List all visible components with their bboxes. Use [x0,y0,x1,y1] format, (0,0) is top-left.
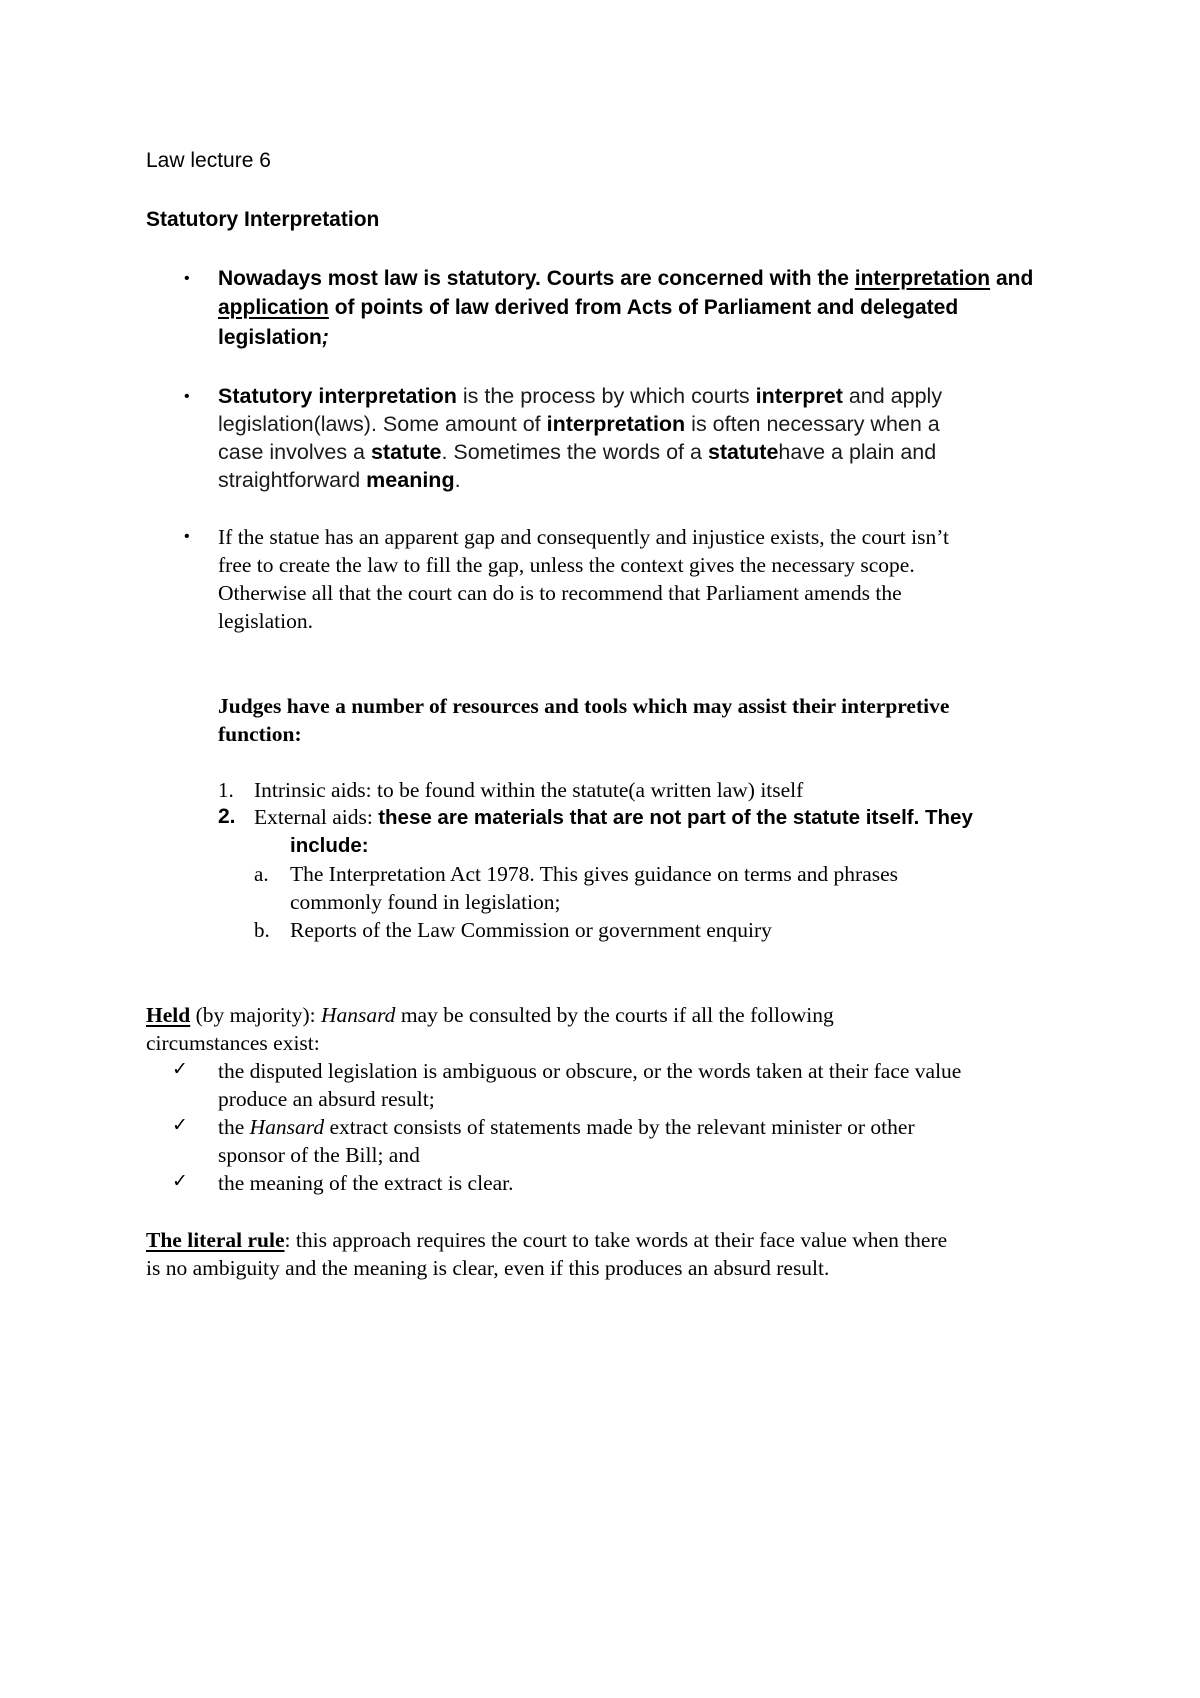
bullet-marker: • [184,270,190,287]
underlined-term: application [218,296,329,319]
list-item: the meaning of the extract is clear. [218,1171,514,1195]
list-item: External aids: these are materials that are not part of the statute itself. They [254,805,973,829]
document-title: Law lecture 6 [146,149,271,172]
checkmark-icon: ✓ [172,1170,188,1192]
sub-list-item: The Interpretation Act 1978. This gives guidance on terms and phrases [290,862,899,886]
list-item: Intrinsic aids: to be found within the statute(a written law) itself [254,778,804,802]
section-heading: Statutory Interpretation [146,208,380,231]
bullet-marker: • [184,388,190,405]
list-item: the disputed legislation is ambiguous or obscure, or the words taken at their face value [218,1059,962,1083]
underlined-term: interpretation [854,267,991,290]
held-label: Held [146,1003,191,1027]
checkmark-icon: ✓ [172,1114,188,1136]
literal-rule-label: The literal rule [146,1228,285,1252]
checkmark-icon: ✓ [172,1058,188,1080]
sub-list-item: Reports of the Law Commission or government enquiry [290,918,772,942]
list-item: the Hansard extract consists of statements made by the relevant minister or other [218,1115,915,1139]
bullet-marker: • [184,528,190,545]
resources-heading: Judges have a number of resources and tools which may assist their interpretive [218,694,950,718]
